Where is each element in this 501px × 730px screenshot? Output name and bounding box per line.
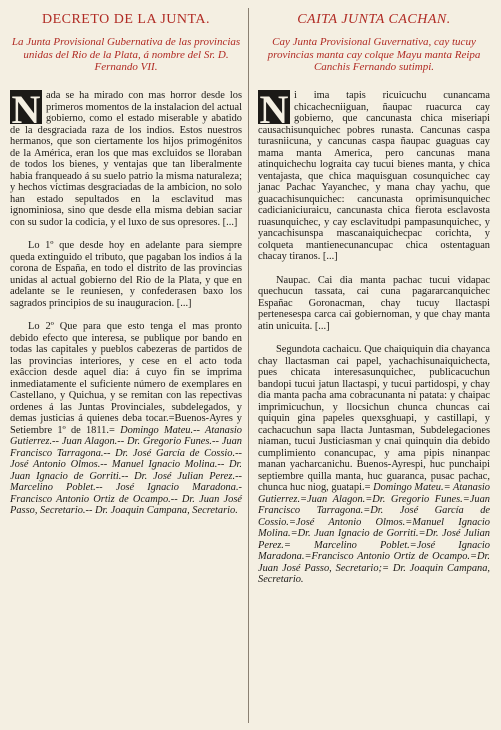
quechua-paragraph-1-text: i ima tapis ricuicuchu cunancama chicachecniiguan, ñaupac ruacurca cay gobierno, que cancunasta chica miseriapi causachisunquichec pobres runasta. Cancunas caspa turasniicuna, y cancunas caspa ñaupac guaguas cay mama manta America, pero cancunas mana atinquichechu lograita cay tucui bienes manta, y chica ventajasta, que chica maquisguan cosunquichec cay janac Pachac Yayanchec, y mana chay yachu, que guacachisunquichec: cancunasta oprimisunquichec cadicianiciuraicu, cancunasta chica fierota esclavosta ruasunquichec, y cay esclavitudpi pampasunquichec, y yancachisunspa mascanaiquichecpac corichta, y colqueta mantienecunancupac chica ostentaguan chacay tiranos. [...] <box>258 90 490 262</box>
quechua-subtitle: Cay Junta Provisional Guvernativa, cay tucuy provincias manta cay colque Mayu manta Reipa Canchis Fernando sutimpi. <box>267 36 481 73</box>
quechua-dropcap: N <box>259 90 289 124</box>
spanish-paragraph-3 <box>10 321 242 517</box>
spanish-paragraph-2: Lo 1º que desde hoy en adelante para siempre queda extinguido el tributo, que pagaban los indios á la corona de España, en todo el distrito de las provincias unidas al actual gobierno del Rio de la Plata, y que en adelante se le reuniesen, y confederasen baxo los sagrados principios de su inauguracion. [...] <box>10 240 242 309</box>
quechua-paragraph-3-text: Segundota cachaicu. Que chaiquiquin dia chayanca chay llactasman cai papel, yachachisunaiquichecta, pues chicata interesasunquichec, publicacuchun bandopi tucui jatun llactaspi, y tucui partidospi, y chay dia manta pacha ama cobracunanta ni patata: y chaipac imprimicuchun, y llocsichun chunca chuncas cai quiquin gina papeles quexsghuapi, y castillapi, y cachacuchun sapa llacta Juntasman, Subdelegaciones niaman, tucui Justiciasman y cnai quinquin dia debido cumplimiento conancupac, y ama pipis ninanpac manan yacharcanichu. Buenos-Ayrespi, huc punchaipi septiembre quilla manta, huc guaranca, pusac pachac, chunca huc niog, guatapi.= <box>258 344 490 493</box>
quechua-paragraph-1 <box>258 90 490 263</box>
spanish-paragraph-1-text: ada se ha mirado con mas horror desde los primeros momentos de la instalacion del actual gobierno, como el estado miserable y abatido de la desgraciada raza de los indios. Estos nuestros hermanos, que son ciertamente los hijos primogénitos de la América, eran los que mas excluidos se lloraban de todos los bienes, y ventajas que tan liberalmente habia franqueado á su suelo patrio la misma naturaleza; y hechos víctimas desgraciadas de la ambicion, no solo han estado sepultados en la esclavitud mas ignominiosa, sino que desde ella misma debian saciar con su sudor la codicia, y el luxo de sus opresores. [...] <box>10 90 242 228</box>
spanish-paragraph-3-text: Lo 2º Que para que esto tenga el mas pronto debido efecto que interesa, se publique por bando en todas las capitales y pueblos cabezeras de partidos de las provincias interiores, y cese en el acto toda exâccion desde aquel dia: á cuyo fin se imprima inmediatamente el suficiente número de exemplares en Castellano, y Quichua, y se remitan con las repectivas ordenes á las Juntas Provinciales, subdelegados, y demas justicias á quienes deba tocar.=Buenos-Ayres y Setiembre 1º de 1811.= <box>10 321 242 436</box>
spanish-signatories: Domingo Mateu.-- Atanasio Gutierrez.-- Juan Alagon.-- Dr. Gregorio Funes.-- Juan Francisco Tarragona.-- Dr. José García de Cossio.-- José Antonio Olmos.-- Manuel Ignacio Molina.-- Dr. Juan Ignacio de Gorriti.-- Dr. José Julian Perez.-- Marcelino Poblet.-- José Ignacio Maradona.- Francisco Antonio Ortiz de Ocampo.-- Dr. Juan José Passo, Secretario.-- Dr. Joaquin Campana, Secretario. <box>10 424 242 516</box>
column-divider <box>248 8 249 723</box>
spanish-dropcap: N <box>11 90 41 124</box>
quechua-title: CAITA JUNTA CACHAN. <box>297 12 451 27</box>
quechua-paragraph-2: Naupac. Cai dia manta pachac tucui vidapac quechucun tassata, cai cuna pagararcanquichec Españac Goronacman, chay tucuy llactaspi pertenesespa carca cai gobiernoman, y que chay manta atin unicuita. [...] <box>258 274 490 332</box>
spanish-paragraph-1 <box>10 90 242 228</box>
spanish-title: DECRETO DE LA JUNTA. <box>41 12 211 27</box>
quechua-paragraph-3 <box>258 344 490 586</box>
spanish-column <box>10 0 242 517</box>
quechua-column <box>258 0 490 586</box>
spanish-subtitle: La Junta Provisional Gubernativa de las provincias unidas del Rio de la Plata, á nombre del Sr. D. Fernando VII. <box>11 36 241 73</box>
quechua-signatories: Domingo Mateu.= Atanasio Gutierrez.=Juan Alagon.=Dr. Gregorio Funes.=Juan Francisco Tarragona.=Dr. José García de Cossio.=José Antonio Olmos.=Manuel Ignacio Molina.=Dr. Juan Ignacio de Gorriti.=Dr. José Julian Perez.= Marcelino Poblet.=José Ignacio Maradona.=Francisco Antonio Ortiz de Ocampo.=Dr. Juan José Passo, Secretario;= Dr. Joaquin Campana, Secretario. <box>258 482 490 585</box>
